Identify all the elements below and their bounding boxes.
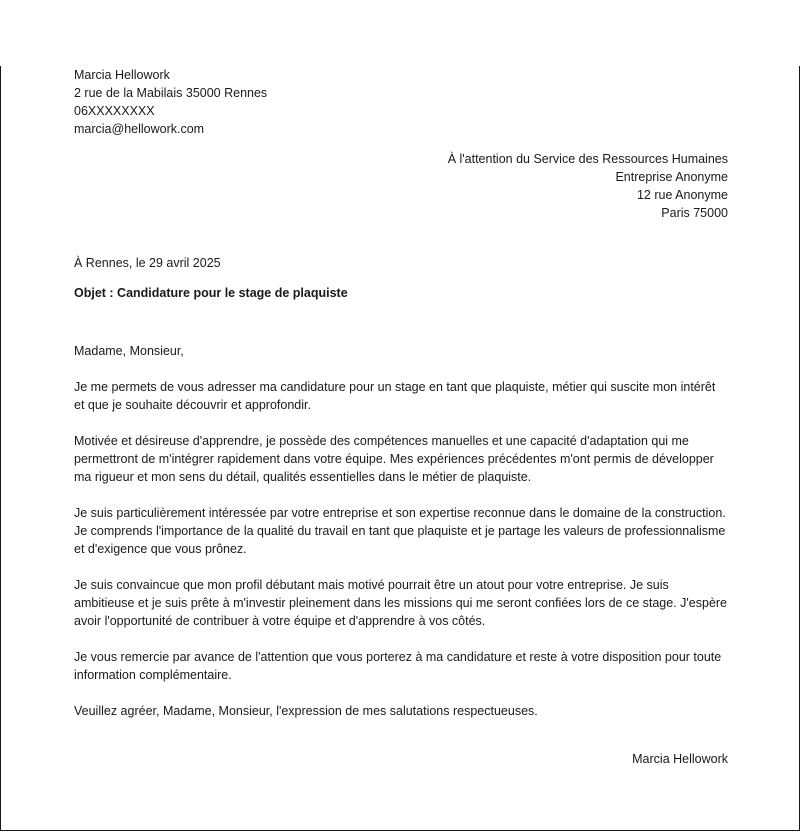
signature: Marcia Hellowork <box>632 752 728 766</box>
paragraph: Je vous remercie par avance de l'attention que vous porterez à ma candidature et reste à votre disposition pour toute information complémentaire. <box>74 650 722 682</box>
paragraph: Motivée et désireuse d'apprendre, je possède des compétences manuelles et une capacité d'adaptation qui me permettront de m'intégrer rapidement dans votre équipe. Mes expériences précédentes m'ont permis de développer ma rigueur et mon sens du détail, qualités essentielles dans le métier de plaquiste. <box>74 434 714 484</box>
subject-line: Objet : Candidature pour le stage de plaquiste <box>74 286 348 300</box>
paragraph: Je suis convaincue que mon profil débutant mais motivé pourrait être un atout pour votre entreprise. Je suis ambitieuse et je suis prête à m'investir pleinement dans les missions qui me seront confiées lors de ce stage. J'espère avoir l'opportunité de contribuer à votre équipe et d'apprendre à vos côtés. <box>74 578 728 628</box>
top-bar <box>0 0 800 66</box>
closing-paragraph: Veuillez agréer, Madame, Monsieur, l'expression de mes salutations respectueuses. <box>74 704 538 718</box>
date-line: À Rennes, le 29 avril 2025 <box>74 256 221 270</box>
salutation: Madame, Monsieur, <box>74 344 184 358</box>
letter-page <box>0 66 800 831</box>
recipient-street: 12 rue Anonyme <box>636 188 728 202</box>
recipient-block <box>74 150 728 222</box>
recipient-city: Paris 75000 <box>661 206 728 220</box>
sender-phone: 06XXXXXXXX <box>74 104 155 118</box>
sender-address: 2 rue de la Mabilais 35000 Rennes <box>74 86 268 100</box>
paragraph: Je suis particulièrement intéressée par votre entreprise et son expertise reconnue dans le domaine de la construction. Je comprends l'importance de la qualité du travail en tant que plaquiste et je partage les valeurs de professionnalisme et d'exigence que vous prônez. <box>74 506 726 556</box>
paragraph: Je me permets de vous adresser ma candidature pour un stage en tant que plaquiste, métier qui suscite mon intérêt et que je souhaite découvrir et approfondir. <box>74 380 716 412</box>
sender-block <box>74 66 728 138</box>
sender-name: Marcia Hellowork <box>74 68 170 82</box>
letter-body <box>74 342 728 738</box>
sender-email: marcia@hellowork.com <box>74 122 205 136</box>
recipient-attention: À l'attention du Service des Ressources Humaines <box>447 152 728 166</box>
recipient-company: Entreprise Anonyme <box>615 170 728 184</box>
